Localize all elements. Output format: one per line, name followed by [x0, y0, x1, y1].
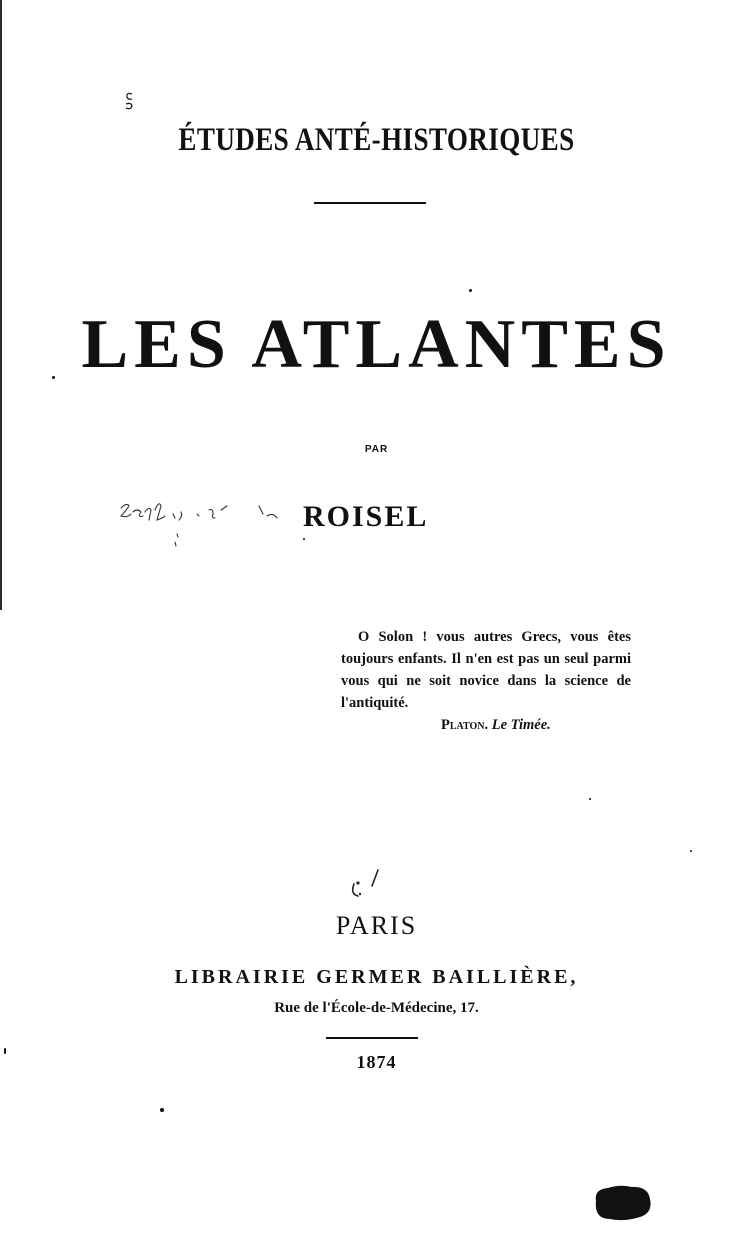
ink-speck: [303, 538, 305, 540]
handwritten-annotation: [117, 496, 297, 560]
epigraph-attribution: [341, 714, 631, 736]
attribution-work: Le Timée.: [491, 717, 551, 733]
library-shelf-mark: [123, 90, 135, 116]
ink-speck: [52, 376, 55, 379]
series-title: ÉTUDES ANTÉ-HISTORIQUES: [178, 122, 575, 158]
book-title: LES ATLANTES: [81, 306, 672, 383]
publisher-address: Rue de l'École-de-Médecine, 17.: [274, 1000, 479, 1016]
handwritten-mark: [340, 866, 380, 910]
ink-speck: [469, 289, 472, 292]
attribution-author: Platon.: [441, 717, 489, 733]
publication-year: 1874: [356, 1052, 397, 1072]
ink-speck: [160, 1108, 164, 1112]
publisher-name: LIBRAIRIE GERMER BAILLIÈRE,: [174, 966, 579, 988]
ink-speck: [4, 1048, 6, 1054]
publication-city: PARIS: [335, 911, 418, 940]
epigraph: [341, 626, 631, 736]
epigraph-quote: O Solon ! vous autres Grecs, vous êtes toujours enfants. Il n'en est pas un seul parmi vous qui ne soit novice dans la science de l'antiquité.: [341, 629, 631, 711]
imprint-divider: [326, 1037, 418, 1039]
author-name: ROISEL: [303, 500, 429, 533]
by-word: PAR: [364, 444, 389, 455]
title-divider: [314, 202, 426, 204]
library-stamp-blot: [590, 1183, 654, 1227]
ink-speck: [589, 798, 591, 800]
ink-speck: [690, 850, 692, 852]
